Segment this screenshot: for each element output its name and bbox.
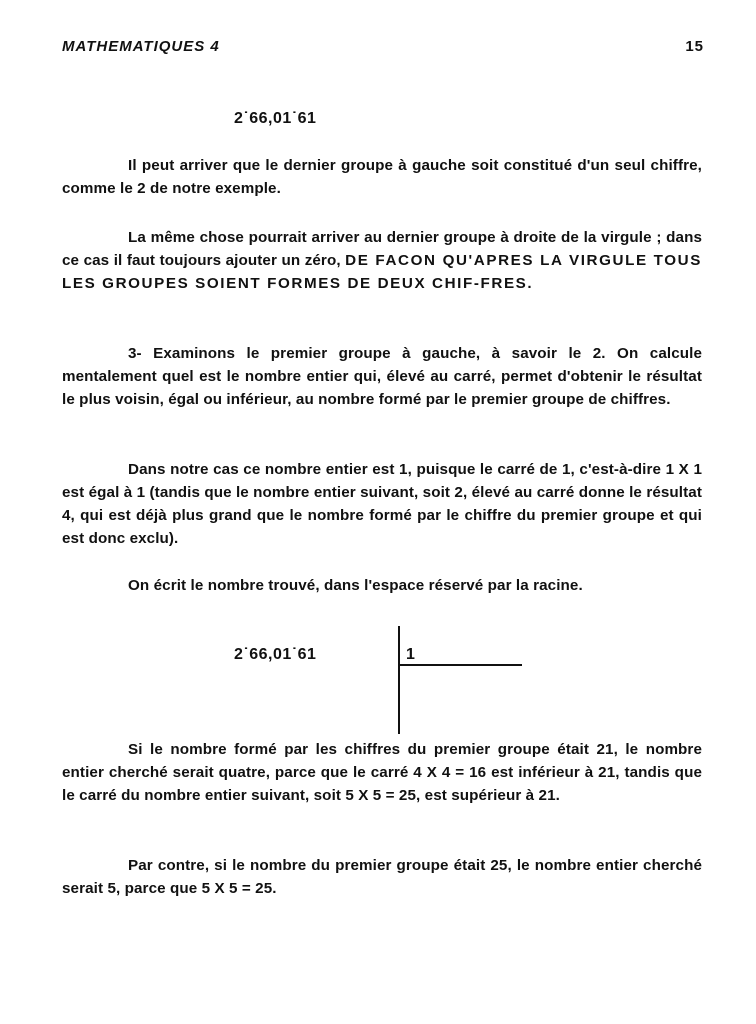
root-vertical-line (398, 626, 400, 734)
root-horizontal-line (398, 664, 522, 666)
paragraph-example-case: Dans notre cas ce nombre entier est 1, puisque le carré de 1, c'est-à-dire 1 X 1 est égal à 1 (tandis que le nombre entier suivant, soit 2, élevé au carré donne le résultat 4, qui est déjà plus grand que le nombre formé par le chiffre du premier groupe et qui est donc exclu). (62, 461, 702, 547)
paragraph-add-zero-caps: DE FACON QU'APRES LA VIRGULE TOUS LES GROUPES SOIENT FORMES DE DEUX CHIF-FRES. (62, 252, 702, 292)
paragraph-case-21: Si le nombre formé par les chiffres du premier groupe était 21, le nombre entier cherché serait quatre, parce que le carré 4 X 4 = 16 est inférieur à 21, tandis que le carré du nombre entier suivant, soit 5 X 5 = 25, est supérieur à 21. (62, 741, 702, 804)
paragraph-step-3: 3- Examinons le premier groupe à gauche, à savoir le 2. On calcule mentalement quel est le nombre entier qui, élevé au carré, permet d'obtenir le résultat le plus voisin, égal ou inférieur, au nombre formé par le premier groupe de chiffres. (62, 345, 702, 408)
formula-grouped-number-2: 2˙66,01˙61 (234, 646, 317, 663)
page-header (62, 38, 704, 58)
paragraph-add-zero (62, 226, 702, 295)
paragraph-single-digit-group: Il peut arriver que le dernier groupe à gauche soit constitué d'un seul chiffre, comme le 2 de notre exemple. (62, 157, 702, 197)
root-result-digit: 1 (406, 646, 415, 663)
formula-grouped-number: 2˙66,01˙61 (234, 110, 317, 127)
paragraph-write-result: On écrit le nombre trouvé, dans l'espace réservé par la racine. (128, 577, 583, 594)
paragraph-add-zero-text: La même chose pourrait arriver au dernier groupe à droite de la virgule ; dans ce cas il faut toujours ajouter un zéro, (62, 229, 702, 269)
paragraph-case-25: Par contre, si le nombre du premier groupe était 25, le nombre entier cherché serait 5, parce que 5 X 5 = 25. (62, 857, 702, 897)
book-title: MATHEMATIQUES 4 (62, 38, 220, 55)
page-number: 15 (685, 38, 704, 55)
